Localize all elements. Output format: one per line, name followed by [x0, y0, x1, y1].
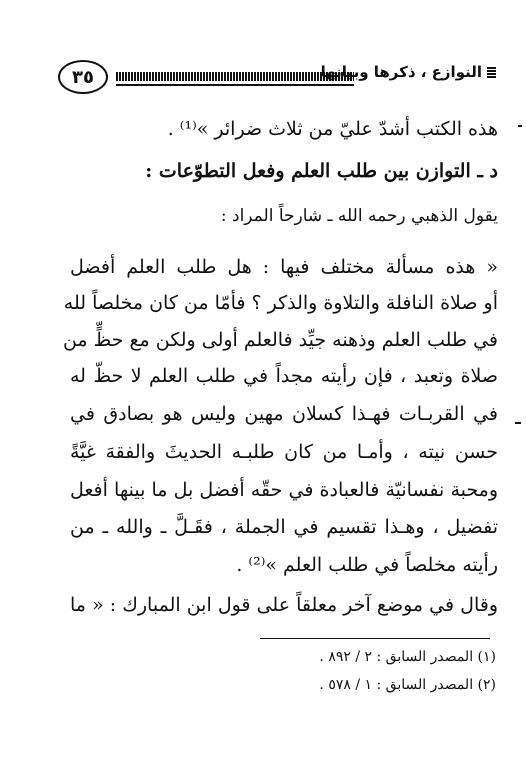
quote-line: « هذه مسألة مختلف فيها : هل طلب العلم أفضل	[70, 256, 498, 278]
header-ornament-mark	[487, 67, 496, 78]
header-ornament-rule	[116, 72, 354, 81]
section-heading: د ـ التوازن بين طلب العلم وفعل التطوّعات :	[145, 160, 498, 182]
running-title: النوازع ، ذكرها وبيانها	[320, 63, 482, 81]
quote-line: في القربـات فهـذا كسلان مهين وليس هو بصادق في	[70, 403, 498, 425]
quote-line: صلاة وتعبد ، فإن رأيته مجداً في طلب العلم لا حظّ له	[70, 365, 498, 387]
header-rule-line	[116, 84, 354, 86]
quote-line: تفضيل ، وهـذا تقسيم في الجملة ، فقَـلَّ ـ والله ـ من	[70, 516, 498, 538]
footnote-divider	[260, 638, 490, 639]
margin-mark	[515, 422, 521, 424]
page-header	[58, 60, 496, 100]
body-line: وقال في موضع آخر معلقاً على قول ابن المبارك : « ما	[70, 594, 498, 616]
body-line: يقول الذهبي رحمه الله ـ شارحاً المراد :	[220, 206, 498, 226]
margin-mark	[518, 125, 522, 127]
quote-line: رأيته مخلصاً في طلب العلم »⁽²⁾ .	[236, 554, 498, 576]
quote-line: في طلب العلم وذهنه جيِّد فالعلم أولى ولكن مع حظٍّ من	[62, 329, 498, 351]
body-line: هذه الكتب أشدّ عليّ من ثلاث ضرائر »⁽¹⁾ .	[167, 118, 498, 140]
quote-line: حسن نيته ، وأمـا من كان طلبـه الحديثَ والفقهَ غيَّةً	[70, 441, 498, 463]
quote-line: أو صلاة النافلة والتلاوة والذكر ؟ فأمّا من كان مخلصاً لله	[63, 292, 498, 314]
footnote: (١) المصدر السابق : ٢ / ٨٩٢ .	[319, 649, 496, 665]
page-number: ٣٥	[58, 60, 108, 94]
quote-line: ومحبة نفسانيّة فالعبادة في حقّه أفضل بل ما بينها أفعل	[70, 479, 498, 501]
footnote: (٢) المصدر السابق : ١ / ٥٧٨ .	[319, 677, 496, 693]
